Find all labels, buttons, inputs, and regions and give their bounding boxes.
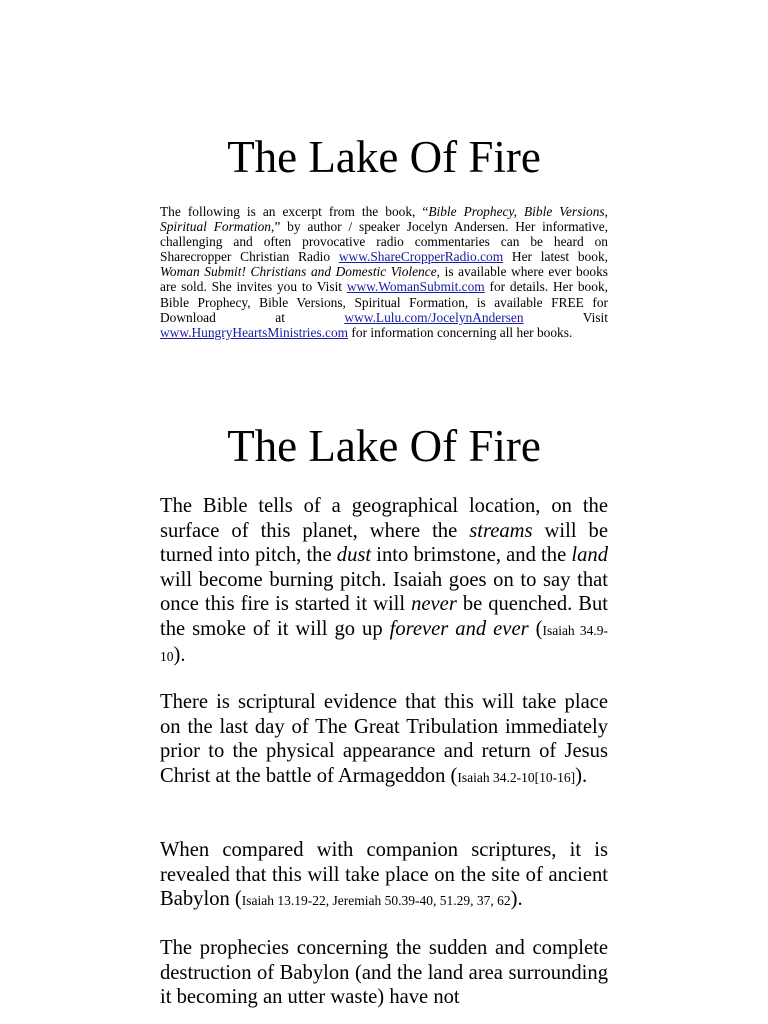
intro-text-2: ,” by author / speaker Jocelyn Andersen. Her informative, challenging and often provocative radio commentaries can be heard on Sharecropper Christian Radio [160,219,608,265]
woman-submit-link[interactable]: www.WomanSubmit.com [346,279,485,295]
p1-text-f: ( [528,617,543,640]
p1-italic-never: never [411,593,457,615]
lulu-link[interactable]: www.Lulu.com/JocelynAndersen [344,309,524,325]
p3-text-b: ). [510,888,523,910]
intro-text-4: , is available where ever books are sold. She invites you to Visit [160,264,608,295]
p4-text-a: The prophecies concerning the sudden and complete destruction of Babylon (and the land area surrounding it becoming an utter waste) have not [160,937,608,1008]
intro-text-3: Her latest book, [503,249,608,265]
p1-text-e: be quenched. But the smoke of it will go up [160,593,608,640]
p1-italic-dust: dust [336,544,372,566]
page-title-main: The Lake Of Fire [227,421,541,471]
p3-scripture-ref: Isaiah 13.19-22, Jeremiah 50.39-40, 51.29, 37, 62 [241,893,511,908]
p1-italic-streams: streams [469,519,533,542]
intro-book2-title: Woman Submit! Christians and Domestic Violence [160,264,437,280]
intro-text-7: for information concerning all her books. [348,324,573,340]
p1-text-d: will become burning pitch. Isaiah goes on to say that once this fire is started it will [160,568,608,615]
p2-text-a: There is scriptural evidence that this will take place on the last day of The Great Tribulation immediately prior to the physical appearance and return of Jesus Christ at the battle of Armageddon ( [160,691,608,787]
p3-text-a: When compared with companion scriptures, it is revealed that this will take place on the site of ancient Babylon ( [160,839,608,910]
p1-text-g: ). [173,644,186,666]
page-title-top: The Lake Of Fire [227,132,541,182]
p1-text-c: into brimstone, and the [371,544,572,566]
paragraph-2 [160,690,608,790]
p1-italic-land: land [571,544,608,566]
p2-scripture-ref: Isaiah 34.2-10[10-16] [457,769,576,785]
p1-text-b: will be turned into pitch, the [160,519,608,566]
hungry-hearts-link[interactable]: www.HungryHeartsMinistries.com [160,324,349,340]
sharecropper-radio-link[interactable]: www.ShareCropperRadio.com [338,249,504,265]
p2-text-b: ). [575,764,588,787]
intro-text-1: The following is an excerpt from the book, “ [160,204,429,219]
intro-book-title: Bible Prophecy, Bible Versions, Spiritual Formation [160,204,608,235]
p1-scripture-ref: Isaiah 34.9-10 [160,622,609,664]
intro-text-5: for details. Her book, Bible Prophecy, Bible Versions, Spiritual Formation, is available FREE for Download at [160,279,608,325]
paragraph-1 [160,494,608,670]
intro-text-6: Visit [523,309,608,325]
p1-italic-forever: forever and ever [389,617,529,640]
paragraph-3 [160,838,608,914]
paragraph-4 [160,936,608,1010]
p1-text-a: The Bible tells of a geographical location, on the surface of this planet, where the [160,495,608,542]
intro-paragraph [160,204,608,340]
